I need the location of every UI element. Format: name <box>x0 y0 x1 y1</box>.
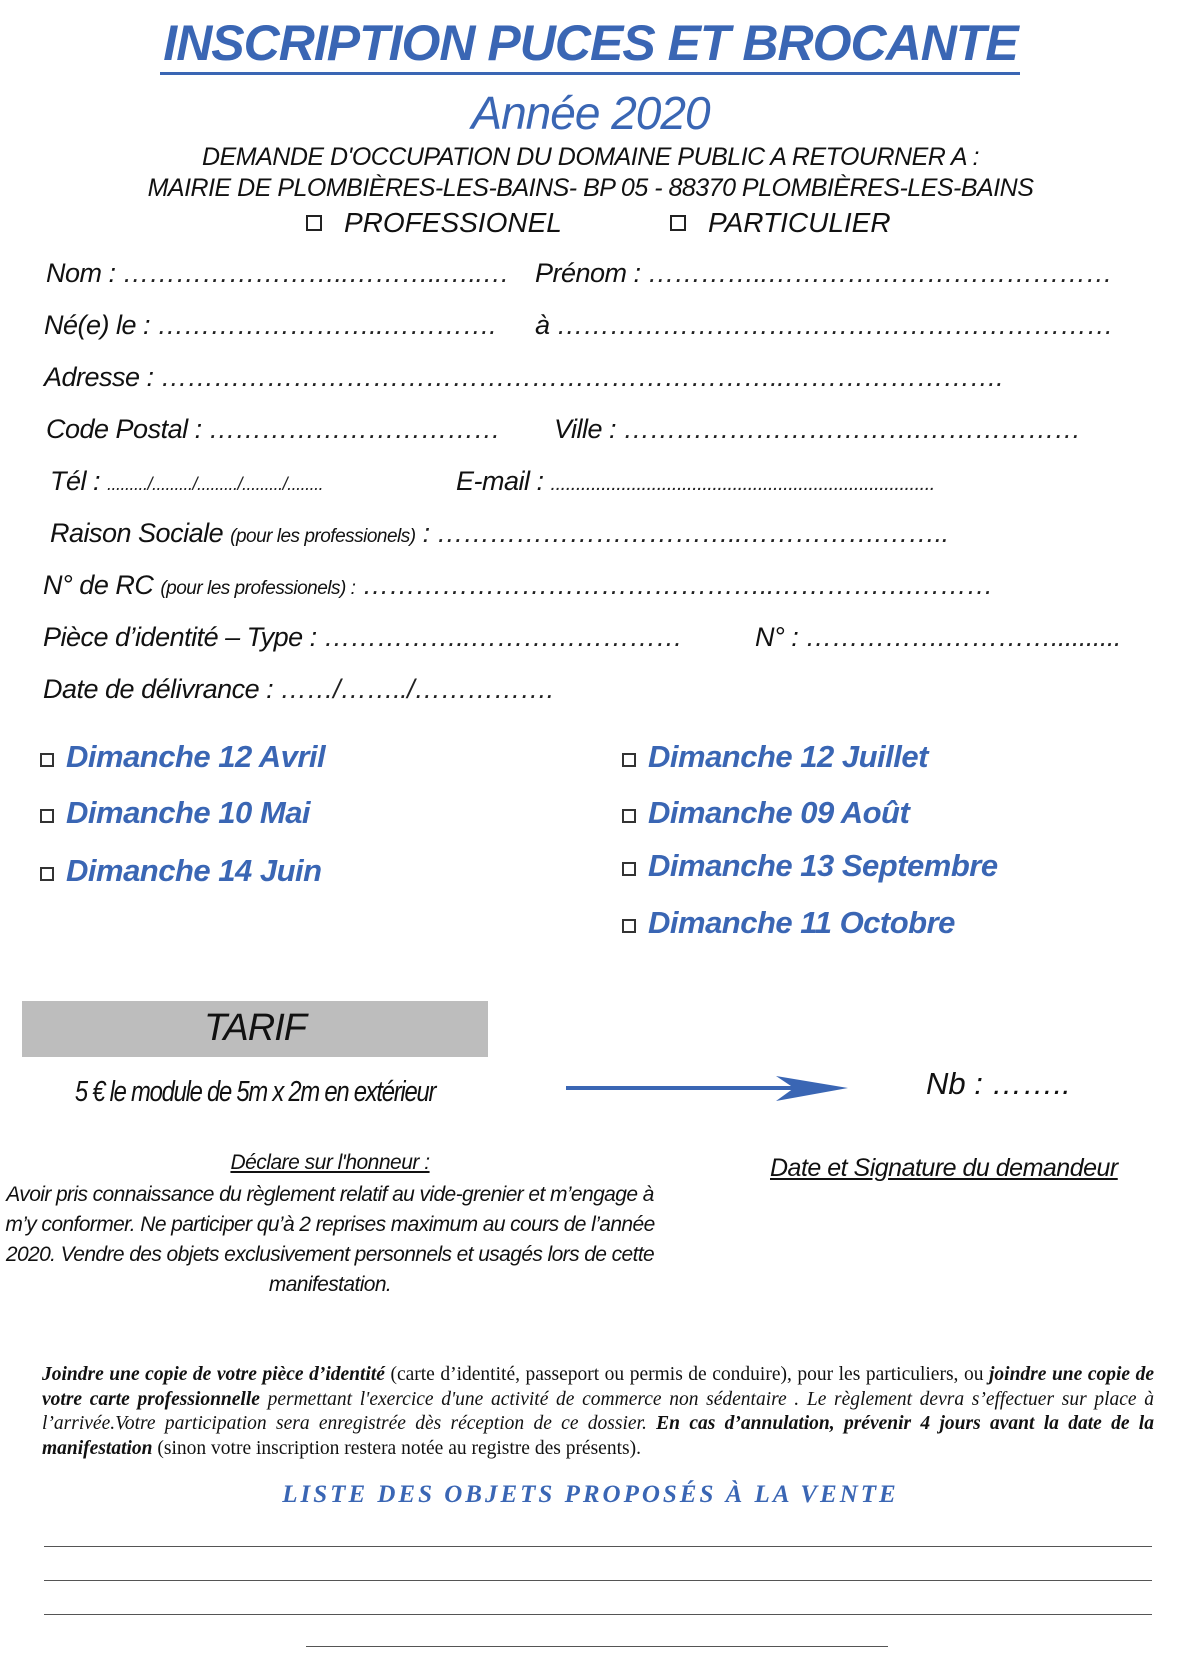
subtitle-address: MAIRIE DE PLOMBIÈRES-LES-BAINS- BP 05 - 88370 PLOMBIÈRES-LES-BAINS <box>147 174 1034 202</box>
postal-code-field[interactable]: …………………………… <box>208 414 501 444</box>
notice-bold-2: joindre une copie de votre carte professionnelle <box>42 1364 1154 1410</box>
address-label: Adresse : <box>44 362 154 392</box>
postal-code-row <box>46 414 500 445</box>
declaration-heading: Déclare sur l'honneur : <box>230 1151 430 1174</box>
date-option[interactable] <box>622 739 928 775</box>
rc-row <box>43 570 993 601</box>
tarif-label: TARIF <box>204 1007 306 1049</box>
phone-row <box>50 466 323 497</box>
date-option[interactable] <box>40 739 325 775</box>
checkbox-icon[interactable] <box>622 919 636 933</box>
category-professional[interactable] <box>306 207 562 239</box>
email-row <box>456 466 935 497</box>
date-label: Dimanche 11 Octobre <box>648 905 955 940</box>
rc-note: (pour les professionels) : <box>160 578 356 599</box>
prenom-label: Prénom : <box>535 258 641 288</box>
category-private-label: PARTICULIER <box>708 207 891 238</box>
notice-paragraph <box>42 1363 1154 1461</box>
birth-date-label: Né(e) le : <box>44 310 151 340</box>
id-number-field[interactable]: …………….………….......... <box>805 622 1121 652</box>
company-note: (pour les professionels) <box>230 526 416 547</box>
company-label: Raison Sociale <box>50 518 224 548</box>
tarif-price: 5 € le module de 5m x 2m en extérieur <box>74 1076 436 1108</box>
form-year: Année 2020 <box>471 87 710 139</box>
list-line[interactable] <box>44 1614 1152 1615</box>
rc-label: N° de RC <box>43 570 154 600</box>
form-title: INSCRIPTION PUCES ET BROCANTE <box>163 15 1018 71</box>
city-label: Ville : <box>554 414 617 444</box>
objects-list-title: LISTE DES OBJETS PROPOSÉS À LA VENTE <box>282 1481 899 1508</box>
declaration-text: Avoir pris connaissance du règlement relatif au vide-grenier et m’engage à m’y conformer. Ne participer qu’à 2 reprises maximum au cours de l’année 2020. Vendre des objets exclusivement personnels et usagés lors de cette manifestation. <box>5 1183 655 1296</box>
checkbox-icon[interactable] <box>622 753 636 767</box>
issue-date-label: Date de délivrance : <box>43 674 274 704</box>
signature-label: Date et Signature du demandeur <box>770 1154 1118 1182</box>
address-row <box>44 362 1003 393</box>
address-field[interactable]: ……………………………………………………………..……………………. <box>160 362 1004 392</box>
date-label: Dimanche 12 Avril <box>66 739 326 774</box>
checkbox-icon[interactable] <box>670 215 686 231</box>
date-option[interactable] <box>40 795 310 831</box>
category-private[interactable] <box>670 207 891 239</box>
date-option[interactable] <box>622 795 909 831</box>
company-field[interactable]: : ……………………………..…………….…….. <box>422 518 949 548</box>
birth-row <box>44 310 496 341</box>
checkbox-icon[interactable] <box>40 753 54 767</box>
checkbox-icon[interactable] <box>622 862 636 876</box>
list-line[interactable] <box>44 1580 1152 1581</box>
date-option[interactable] <box>40 853 322 889</box>
birth-place-label: à <box>535 310 550 340</box>
nom-field[interactable]: ……………………..………..…..… <box>122 258 510 288</box>
id-type-field[interactable]: ……………..…………………… <box>323 622 683 652</box>
id-type-label: Pièce d’identité – Type : <box>43 622 317 652</box>
title-underline <box>160 72 1020 75</box>
subtitle-request: DEMANDE D'OCCUPATION DU DOMAINE PUBLIC A RETOURNER A : <box>202 143 979 171</box>
date-label: Dimanche 10 Mai <box>66 795 311 830</box>
city-row <box>554 414 1081 445</box>
prenom-row <box>535 258 1112 289</box>
notice-bold-3: En cas d’annulation, prévenir 4 jours avant la date de la manifestation <box>42 1413 1154 1459</box>
notice-bold-1: Joindre une copie de votre pièce d’identité <box>42 1364 385 1385</box>
email-label: E-mail : <box>456 466 544 496</box>
checkbox-icon[interactable] <box>40 867 54 881</box>
notice-text-1: (carte d’identité, passeport ou permis de conduire), pour les particuliers, ou <box>384 1364 989 1385</box>
city-field[interactable]: …………………………….……………… <box>623 414 1081 444</box>
list-line[interactable] <box>306 1646 888 1647</box>
date-option[interactable] <box>622 905 955 941</box>
checkbox-icon[interactable] <box>40 809 54 823</box>
quantity-field[interactable]: Nb : …….. <box>926 1066 1071 1101</box>
issue-date-row <box>43 674 554 705</box>
date-label: Dimanche 14 Juin <box>66 853 322 888</box>
checkbox-icon[interactable] <box>622 809 636 823</box>
email-field[interactable]: ............................................................................ <box>550 473 935 495</box>
category-professional-label: PROFESSIONEL <box>344 207 562 238</box>
issue-date-field[interactable]: ……/……../……………. <box>280 674 554 704</box>
birth-date-field[interactable]: ……………………..…………. <box>157 310 497 340</box>
nom-row <box>46 258 509 289</box>
phone-field[interactable]: ........./........./........./........./........ <box>107 474 324 494</box>
company-row <box>50 518 949 549</box>
right-arrow-icon <box>566 1073 848 1103</box>
notice-text-3: (sinon votre inscription restera notée au registre des présents). <box>152 1437 641 1459</box>
birth-place-field[interactable]: ……………………………………………………… <box>556 310 1114 340</box>
rc-field[interactable]: ………………………………………..…………….……… <box>362 570 993 600</box>
birth-place-row <box>535 310 1113 341</box>
notice-text-2: permettant l'exercice d'une activité de commerce non sédentaire . Le règlement devra s’effectuer sur place à l’arrivée.Votre participation sera enregistrée dès réception de ce dossier. <box>42 1388 1154 1434</box>
id-number-row <box>755 622 1121 653</box>
postal-code-label: Code Postal : <box>46 414 202 444</box>
prenom-field[interactable]: …………..………………………………… <box>647 258 1113 288</box>
phone-label: Tél : <box>50 466 101 496</box>
checkbox-icon[interactable] <box>306 215 322 231</box>
id-type-row <box>43 622 682 653</box>
list-line[interactable] <box>44 1546 1152 1547</box>
id-number-label: N° : <box>755 622 799 652</box>
date-option[interactable] <box>622 848 998 884</box>
date-label: Dimanche 09 Août <box>648 795 910 830</box>
date-label: Dimanche 13 Septembre <box>648 848 998 883</box>
date-label: Dimanche 12 Juillet <box>648 739 928 774</box>
nom-label: Nom : <box>46 258 116 288</box>
